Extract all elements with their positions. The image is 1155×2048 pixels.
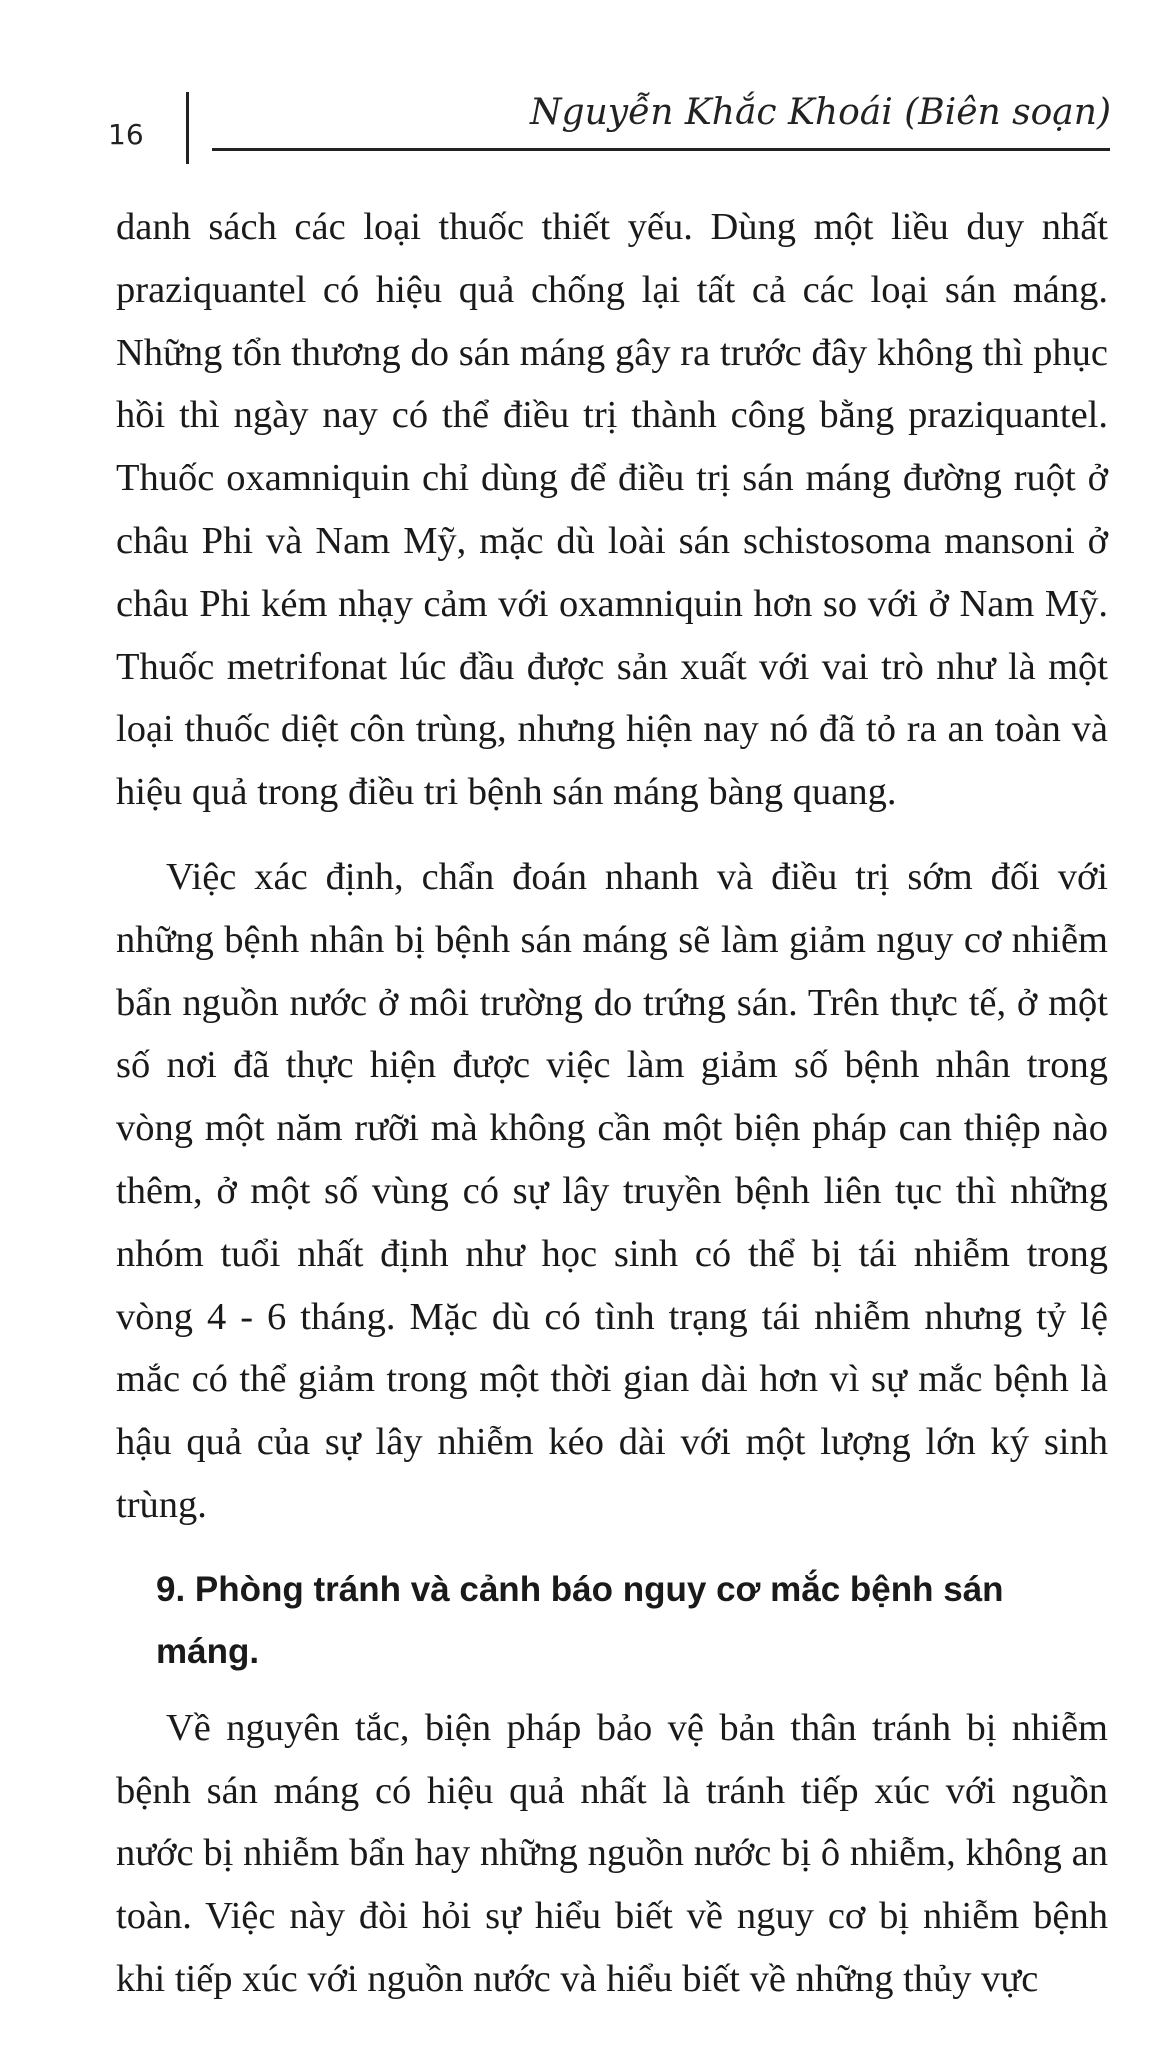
body-paragraph-2: Việc xác định, chẩn đoán nhanh và điều trị sớm đối với những bệnh nhân bị bệnh sán máng sẽ làm giảm nguy cơ nhiễm bẩn nguồn nước ở môi trường do trứng sán. Trên thực tế, ở một số nơi đã thực hiện được việc làm giảm số bệnh nhân trong vòng một năm rưỡi mà không cần một biện pháp can thiệp nào thêm, ở một số vùng có sự lây truyền bệnh liên tục thì những nhóm tuổi nhất định như học sinh có thể bị tái nhiễm trong vòng 4 - 6 tháng. Mặc dù có tình trạng tái nhiễm nhưng tỷ lệ mắc có thể giảm trong một thời gian dài hơn vì sự mắc bệnh là hậu quả của sự lây nhiễm kéo dài với một lượng lớn ký sinh trùng.	[116, 855, 1108, 1526]
header-rule	[212, 148, 1110, 151]
section-heading: 9. Phòng tránh và cảnh báo nguy cơ mắc bệnh sán máng.	[156, 1569, 1004, 1671]
page-number: 16	[108, 118, 144, 151]
header-vertical-divider	[186, 92, 189, 164]
body-paragraph-3: Về nguyên tắc, biện pháp bảo vệ bản thân tránh bị nhiễm bệnh sán máng có hiệu quả nhất là tránh tiếp xúc với nguồn nước bị nhiễm bẩn hay những nguồn nước bị ô nhiễm, không an toàn. Việc này đòi hỏi sự hiểu biết về nguy cơ bị nhiễm bệnh khi tiếp xúc với nguồn nước và hiểu biết về những thủy vực	[116, 1706, 1108, 2000]
page-body	[116, 196, 1108, 2011]
body-paragraph-1: danh sách các loại thuốc thiết yếu. Dùng một liều duy nhất praziquantel có hiệu quả chống lại tất cả các loại sán máng. Những tổn thương do sán máng gây ra trước đây không thì phục hồi thì ngày nay có thể điều trị thành công bằng praziquantel. Thuốc oxamniquin chỉ dùng để điều trị sán máng đường ruột ở châu Phi và Nam Mỹ, mặc dù loài sán schistosoma mansoni ở châu Phi kém nhạy cảm với oxamniquin hơn so với ở Nam Mỹ. Thuốc metrifonat lúc đầu được sản xuất với vai trò như là một loại thuốc diệt côn trùng, nhưng hiện nay nó đã tỏ ra an toàn và hiệu quả trong điều tri bệnh sán máng bàng quang.	[116, 206, 1108, 814]
running-header-author: Nguyễn Khắc Khoái (Biên soạn)	[530, 92, 1111, 133]
